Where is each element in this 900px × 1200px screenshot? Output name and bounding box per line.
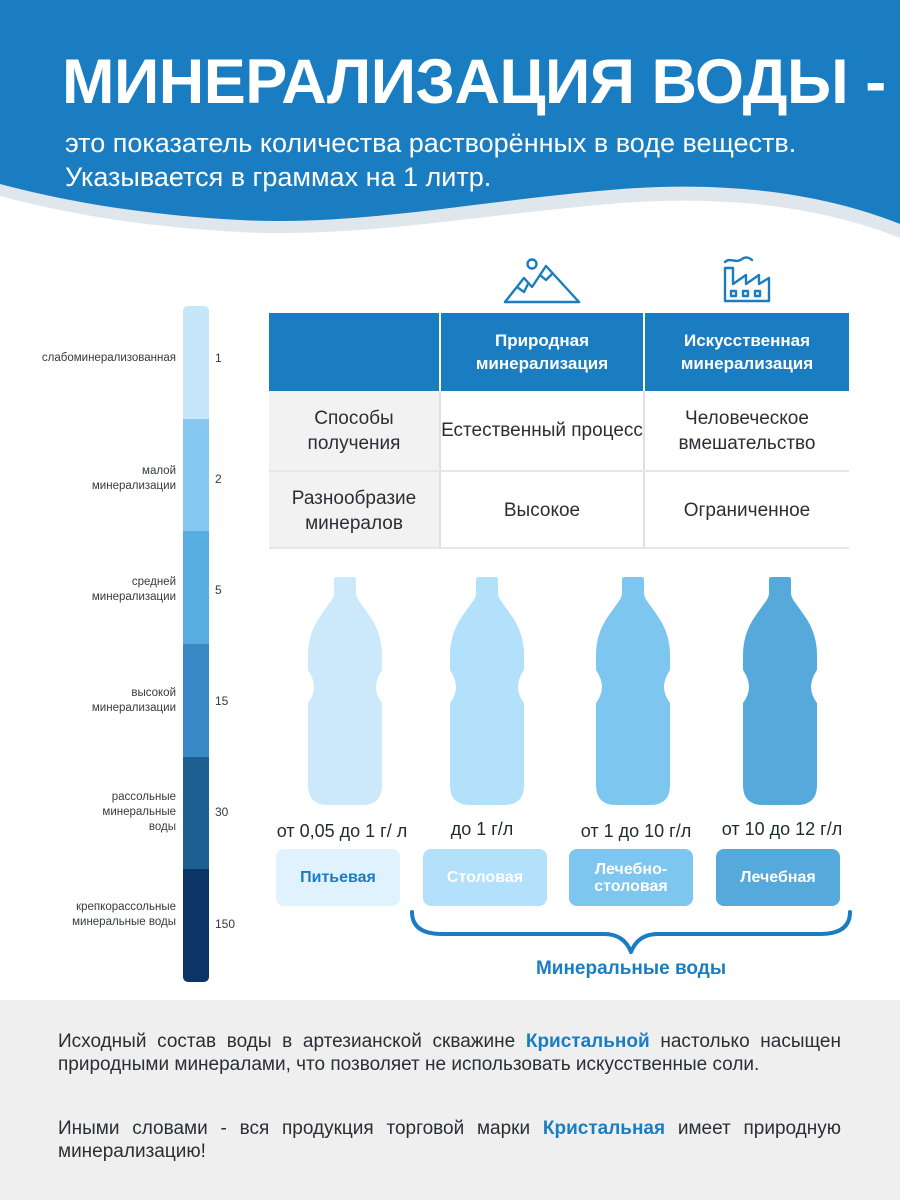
scale-segment (183, 306, 209, 419)
scale-value: 1 (215, 351, 222, 365)
footer-paragraph-2 (58, 1117, 841, 1163)
scale-segment (183, 419, 209, 532)
scale-label: средней минерализации (91, 576, 176, 603)
comparison-table (269, 313, 849, 549)
bottle-icon (306, 575, 384, 807)
mineralization-range: до 1 г/л (450, 819, 514, 839)
table-cell: Естественный процесс (441, 420, 643, 441)
bottle-icon (594, 575, 672, 807)
scale-segment (183, 531, 209, 644)
mineralization-range: от 0,05 до 1 г/ л (276, 821, 408, 841)
scale-value: 5 (215, 583, 222, 597)
scale-label: крепкорассольные минеральные воды (72, 901, 176, 928)
scale-label: высокой минерализации (91, 687, 176, 714)
page-title: МИНЕРАЛИЗАЦИЯ ВОДЫ - (62, 47, 886, 117)
table-row-label: Разнообразие минералов (269, 472, 439, 549)
scale-label: малой минерализации (91, 465, 176, 492)
scale-segment (183, 644, 209, 757)
bottle-icon (741, 575, 819, 807)
header-banner (0, 0, 900, 260)
mineralization-range: от 10 до 12 г/л (721, 819, 843, 839)
subtitle-line-1: это показатель количества растворённых в воде веществ. (65, 128, 797, 158)
page-subtitle (65, 126, 885, 194)
table-row-label: Способы получения (269, 391, 439, 470)
water-type-drinking: Питьевая (276, 849, 400, 906)
table-cell: Ограниченное (683, 500, 811, 521)
water-type-medical: Лечебная (716, 849, 840, 906)
footer-paragraph-1 (58, 1030, 841, 1076)
scale-value: 30 (215, 805, 229, 819)
table-divider (269, 470, 849, 472)
scale-value: 2 (215, 472, 222, 486)
bottle-icon (448, 575, 526, 807)
brand-name: Кристальной (525, 1031, 650, 1052)
water-type-table: Столовая (423, 849, 547, 906)
scale-label: слабоминерализованная (41, 352, 176, 364)
table-header-natural: Природная минерализация (441, 313, 643, 391)
table-header-artificial: Искусственная минерализация (645, 313, 849, 391)
scale-segment (183, 869, 209, 982)
footer-text: Иными словами - вся продукция торговой марки (58, 1118, 543, 1139)
mountains-icon (502, 256, 582, 306)
scale-value: 150 (215, 917, 236, 931)
footer-text: Исходный состав воды в артезианской скважине (58, 1031, 526, 1052)
factory-icon (722, 254, 772, 304)
scale-segment (183, 757, 209, 870)
water-type-medical-table: Лечебно-столовая (569, 849, 693, 906)
footer-text: имеет природную минерализацию! (58, 1118, 841, 1162)
subtitle-line-2: Указывается в граммах на 1 литр. (65, 162, 492, 192)
table-header-empty (269, 313, 439, 391)
scale-value: 15 (215, 694, 229, 708)
table-cell: Высокое (503, 500, 581, 521)
table-cell: Человеческое вмешательство (678, 407, 816, 454)
curly-brace (408, 908, 854, 956)
table-divider (269, 547, 849, 549)
mineralization-scale-bar (183, 306, 209, 982)
footer-panel (0, 1000, 900, 1200)
footer-text: настолько насыщен природными минералами, что позволяет не использовать искусственные соли. (58, 1031, 841, 1075)
mineral-waters-label: Минеральные воды (535, 958, 727, 979)
scale-label: рассольные минеральные воды (102, 791, 176, 833)
mineralization-range: от 1 до 10 г/л (580, 821, 692, 841)
brand-name: Кристальная (542, 1118, 666, 1139)
